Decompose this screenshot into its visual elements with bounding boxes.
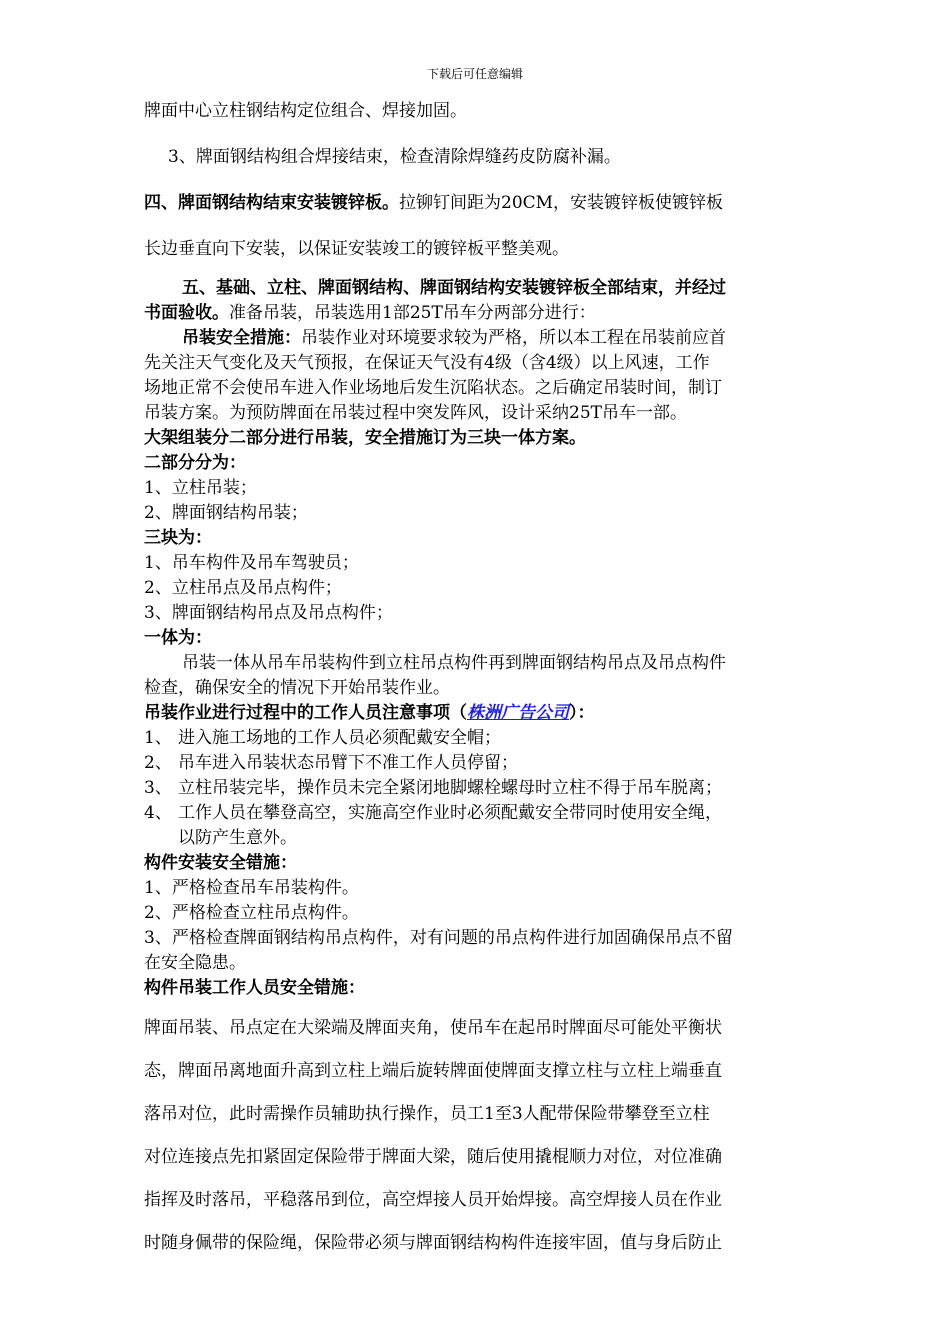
page-header: 下载后可任意编辑 — [426, 67, 523, 81]
list-item: 1、吊车构件及吊车驾驶员； — [144, 553, 359, 573]
list-item: 3、牌面钢结构吊点及吊点构件； — [144, 603, 393, 623]
section-heading: 三块为： — [144, 528, 212, 548]
list-item: 3、严格检查牌面钢结构吊点构件，对有问题的吊点构件进行加固确保吊点不留 — [144, 928, 733, 948]
list-item: 1、 进入施工场地的工作人员必须配戴安全帽； — [144, 728, 501, 748]
paragraph: 先关注天气变化及天气预报，在保证天气没有4级（含4级）以上风速，工作 — [144, 353, 710, 373]
list-item: 2、牌面钢结构吊装； — [144, 503, 308, 523]
list-item: 2、 吊车进入吊装状态吊臂下不准工作人员停留； — [144, 753, 518, 773]
paragraph: 检查，确保安全的情况下开始吊装作业。 — [144, 678, 450, 698]
company-link[interactable]: 株洲广告公司 — [467, 703, 569, 723]
section-heading: 构件安装安全错施： — [144, 853, 297, 873]
paragraph-line: 时随身佩带的保险绳，保险带必须与牌面钢结构构件连接牢固，值与身后防止 — [144, 1233, 722, 1253]
list-item-continuation: 在安全隐患。 — [144, 953, 246, 973]
paragraph-line: 对位连接点先扣紧固定保险带于牌面大梁，随后使用撬棍顺力对位，对位准确 — [144, 1147, 722, 1167]
paragraph-line: 态，牌面吊离地面升高到立柱上端后旋转牌面使牌面支撑立柱与立柱上端垂直 — [144, 1061, 722, 1081]
list-item: 3、 立柱吊装完毕，操作员未完全紧闭地脚螺栓螺母时立柱不得于吊车脱离； — [144, 778, 722, 798]
paragraph: 场地正常不会使吊车进入作业场地后发生沉陷状态。之后确定吊装时间，制订 — [144, 378, 722, 398]
paragraph: 吊装方案。为预防牌面在吊装过程中突发阵风，设计采纳25T吊车一部。 — [144, 403, 687, 423]
paragraph: 吊装一体从吊车吊装构件到立柱吊点构件再到牌面钢结构吊点及吊点构件 — [182, 653, 726, 673]
final-paragraph — [144, 1007, 808, 1265]
list-item-continuation: 以防产生意外。 — [178, 828, 297, 848]
section-heading: 二部分分为： — [144, 453, 246, 473]
paragraph: 书面验收。准备吊装，吊装选用1部25T吊车分两部分进行： — [144, 303, 596, 323]
list-item: 1、立柱吊装； — [144, 478, 257, 498]
document-body — [144, 92, 808, 1265]
paragraph: 吊装安全措施：吊装作业对环境要求较为严格，所以本工程在吊装前应首 — [182, 328, 726, 348]
paragraph: 长边垂直向下安装，以保证安装竣工的镀锌板平整美观。 — [144, 239, 569, 259]
list-item: 2、严格检查立柱吊点构件。 — [144, 903, 359, 923]
section-heading: 吊装安全措施： — [182, 328, 301, 348]
section-heading: 大架组装分二部分进行吊装，安全措施订为三块一体方案。 — [144, 428, 586, 448]
section-heading: 五、基础、立柱、牌面钢结构、牌面钢结构安装镀锌板全部结束，并经过 — [182, 278, 726, 298]
section-heading: 构件吊装工作人员安全错施： — [144, 978, 365, 998]
section-heading: 一体为： — [144, 628, 212, 648]
paragraph: 四、牌面钢结构结束安装镀锌板。拉铆钉间距为20CM，安装镀锌板使镀锌板 — [144, 193, 724, 213]
list-item: 1、严格检查吊车吊装构件。 — [144, 878, 359, 898]
list-item: 2、立柱吊点及吊点构件； — [144, 578, 342, 598]
paragraph-line: 落吊对位，此时需操作员辅助执行操作，员工1至3人配带保险带攀登至立柱 — [144, 1104, 710, 1124]
section-heading: 吊装作业进行过程中的工作人员注意事项（株洲广告公司）： — [144, 703, 595, 723]
list-item: 4、 工作人员在攀登高空，实施高空作业时必须配戴安全带同时使用安全绳， — [144, 803, 722, 823]
paragraph-line: 指挥及时落吊，平稳落吊到位，高空焊接人员开始焊接。高空焊接人员在作业 — [144, 1190, 722, 1210]
paragraph: 3、牌面钢结构组合焊接结束，检查清除焊缝药皮防腐补漏。 — [168, 147, 621, 167]
paragraph-line: 牌面吊装、吊点定在大梁端及牌面夹角，使吊车在起吊时牌面尽可能处平衡状 — [144, 1018, 722, 1038]
section-heading: 四、牌面钢结构结束安装镀锌板。 — [144, 193, 399, 213]
paragraph: 牌面中心立柱钢结构定位组合、焊接加固。 — [144, 101, 467, 121]
